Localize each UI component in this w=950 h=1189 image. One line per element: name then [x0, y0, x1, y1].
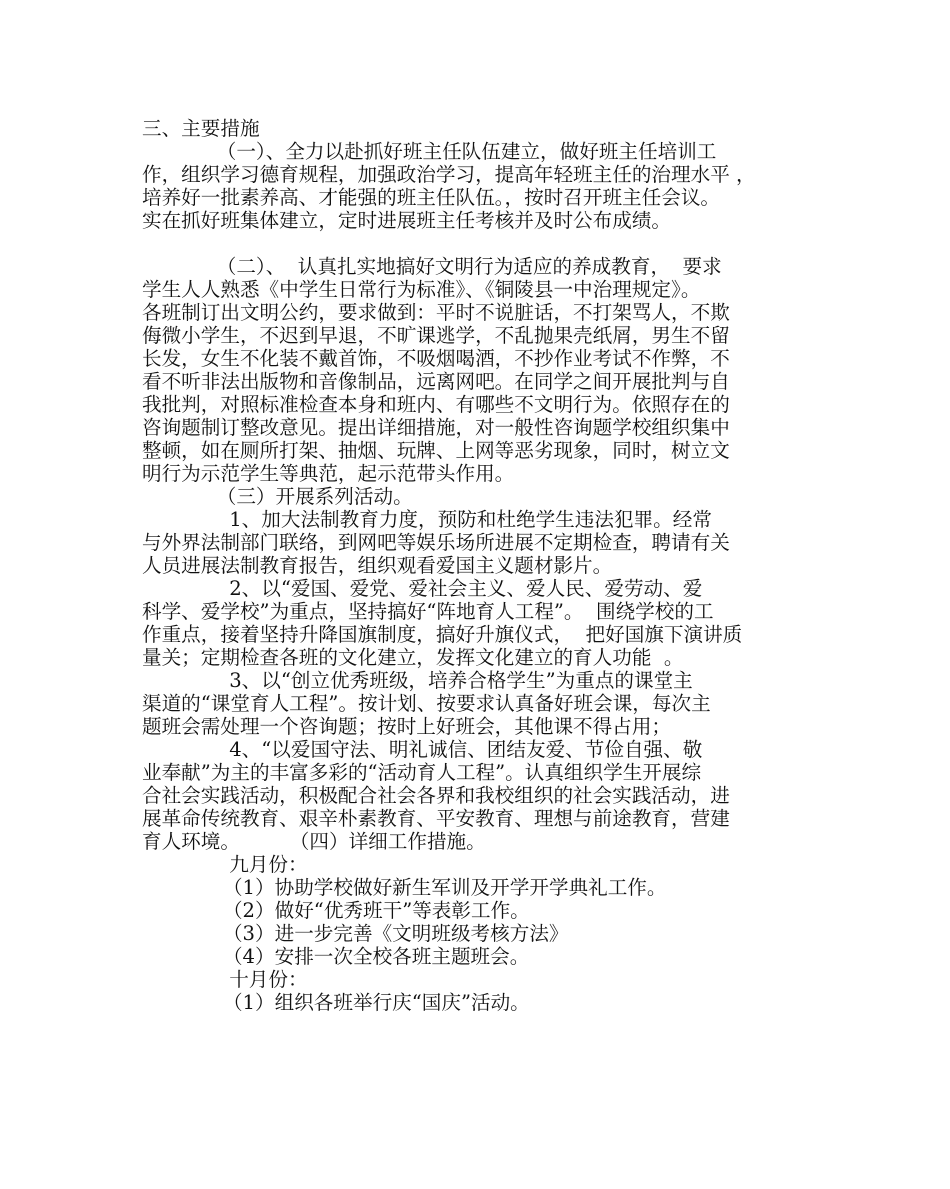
document-body: [142, 117, 812, 1014]
paragraph-line: 渠道的“课堂育人工程”。按计划、按要求认真备好班会课，每次主: [142, 692, 711, 715]
paragraph-line: 各班制订出文明公约，要求做到：平时不说脏话，不打架骂人，不欺: [142, 301, 730, 324]
paragraph-line: 作重点，接着坚持升降国旗制度，搞好升旗仪式， 把好国旗下演讲质: [142, 623, 743, 646]
paragraph-line: 2、以“爱国、爱党、爱社会主义、爱人民、爱劳动、爱: [142, 577, 703, 600]
paragraph-line: 1、加大法制教育力度，预防和杜绝学生违法犯罪。经常: [142, 508, 712, 531]
paragraph-line: 展革命传统教育、艰辛朴素教育、平安教育、理想与前途教育，营建: [142, 807, 730, 830]
paragraph-line: 实在抓好班集体建立，定时进展班主任考核并及时公布成绩。: [142, 209, 672, 232]
paragraph-line: 量关；定期检查各班的文化建立，发挥文化建立的育人功能 。: [142, 646, 684, 669]
paragraph-line: 题班会需处理一个咨询题；按时上好班会，其他课不得占用；: [142, 715, 672, 738]
paragraph-line: 学生人人熟悉《中学生日常行为标准》、《铜陵县一中治理规定》。: [142, 278, 701, 301]
paragraph-line: 业奉献”为主的丰富多彩的“活动育人工程”。认真组织学生开展综: [142, 761, 702, 784]
paragraph-line: 科学、爱学校”为重点，坚持搞好“阵地育人工程”。 围绕学校的工: [142, 600, 714, 623]
list-item: （3）进一步完善《文明班级考核方法》: [142, 922, 569, 945]
paragraph-line: 咨询题制订整改意见。提出详细措施，对一般性咨询题学校组织集中: [142, 416, 730, 439]
list-item: （4）安排一次全校各班主题班会。: [142, 945, 530, 968]
paragraph-line: 人员进展法制教育报告，组织观看爱国主义题材影片。: [142, 554, 613, 577]
paragraph-line: （二）、 认真扎实地搞好文明行为适应的养成教育， 要求: [142, 255, 722, 278]
paragraph-line: 合社会实践活动，积极配合社会各界和我校组织的社会实践活动，进: [142, 784, 730, 807]
section-heading: 三、主要措施: [142, 117, 260, 140]
paragraph-line: 与外界法制部门联络，到网吧等娱乐场所进展不定期检查，聘请有关: [142, 531, 730, 554]
month-heading: 九月份：: [142, 853, 308, 876]
paragraph-line: 长发，女生不化装不戴首饰，不吸烟喝酒，不抄作业考试不作弊，不: [142, 347, 730, 370]
paragraph-line: 我批判，对照标准检查本身和班内、有哪些不文明行为。依照存在的: [142, 393, 730, 416]
paragraph-line: 3、以“创立优秀班级，培养合格学生”为重点的课堂主: [142, 669, 693, 692]
paragraph-line: 育人环境。 （四）详细工作措施。: [142, 830, 486, 853]
list-item: （1）组织各班举行庆“国庆”活动。: [142, 991, 530, 1014]
list-item: （2）做好“优秀班干”等表彰工作。: [142, 899, 530, 922]
paragraph-line: 明行为示范学生等典范，起示范带头作用。: [142, 462, 515, 485]
paragraph-line: 整顿，如在厕所打架、抽烟、玩牌、上网等恶劣现象，同时，树立文: [142, 439, 730, 462]
paragraph-line: （一）、全力以赴抓好班主任队伍建立，做好班主任培训工: [142, 140, 717, 163]
paragraph-line: 培养好一批素养高、才能强的班主任队伍。，按时召开班主任会议。: [142, 186, 721, 209]
paragraph-line: 作，组织学习德育规程，加强政治学习，提高年轻班主任的治理水平 ，: [142, 163, 756, 186]
paragraph-line: 4、“以爱国守法、明礼诚信、团结友爱、节俭自强、敬: [142, 738, 703, 761]
list-item: （1）协助学校做好新生军训及开学开学典礼工作。: [142, 876, 667, 899]
month-heading: 十月份：: [142, 968, 308, 991]
blank-line: [142, 232, 812, 255]
paragraph-line: 看不听非法出版物和音像制品，远离网吧。在同学之间开展批判与自: [142, 370, 730, 393]
paragraph-line: 侮微小学生，不迟到早退，不旷课逃学，不乱抛果壳纸屑，男生不留: [142, 324, 730, 347]
subsection-heading: （三）开展系列活动。: [142, 485, 413, 508]
